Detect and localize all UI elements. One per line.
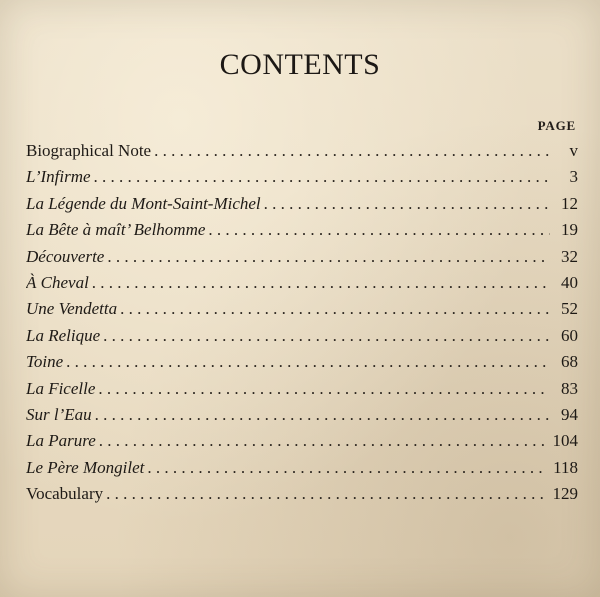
toc-entry-title: La Bête à maît’ Belhomme bbox=[26, 220, 206, 240]
toc-entry-page: 40 bbox=[561, 272, 578, 292]
dot-leader bbox=[147, 455, 547, 481]
toc-entry-page: 32 bbox=[561, 246, 578, 266]
toc-entry bbox=[26, 349, 578, 375]
toc-entry bbox=[26, 428, 578, 454]
toc-entry-title: L’Infirme bbox=[26, 167, 91, 187]
dot-leader bbox=[264, 191, 550, 217]
dot-leader bbox=[95, 402, 550, 428]
dot-leader bbox=[98, 376, 550, 402]
toc-entry-title: Découverte bbox=[26, 246, 105, 266]
dot-leader bbox=[107, 244, 550, 270]
toc-entry-page: 83 bbox=[561, 378, 578, 398]
toc-entry-page: 94 bbox=[561, 404, 578, 424]
toc-entry bbox=[26, 455, 578, 481]
toc-entry bbox=[26, 191, 578, 217]
table-of-contents bbox=[26, 138, 578, 507]
toc-entry-title: La Relique bbox=[26, 325, 101, 345]
toc-entry bbox=[26, 481, 578, 507]
dot-leader bbox=[99, 428, 547, 454]
dot-leader bbox=[94, 164, 550, 190]
toc-entry-title: La Ficelle bbox=[26, 378, 96, 398]
page-column-label: PAGE bbox=[537, 118, 576, 133]
toc-entry-title: Vocabulary bbox=[26, 484, 104, 504]
toc-entry-page: 19 bbox=[561, 220, 578, 240]
toc-entry bbox=[26, 376, 578, 402]
toc-entry-page: 118 bbox=[553, 457, 578, 477]
toc-entry-title: La Parure bbox=[26, 431, 96, 451]
toc-entry bbox=[26, 402, 578, 428]
toc-entry bbox=[26, 296, 578, 322]
toc-entry bbox=[26, 323, 578, 349]
toc-entry bbox=[26, 164, 578, 190]
toc-entry bbox=[26, 217, 578, 243]
dot-leader bbox=[154, 138, 550, 164]
toc-entry-page: 12 bbox=[561, 193, 578, 213]
toc-entry-title: Sur l’Eau bbox=[26, 404, 92, 424]
toc-entry-title: Biographical Note bbox=[26, 141, 152, 160]
toc-entry-title: La Légende du Mont-Saint-Michel bbox=[26, 193, 261, 213]
toc-entry-page: 68 bbox=[561, 352, 578, 372]
toc-entry-page: 129 bbox=[552, 484, 578, 504]
toc-entry-title: Le Père Mongilet bbox=[26, 457, 145, 477]
toc-entry-page: 3 bbox=[569, 167, 578, 187]
dot-leader bbox=[103, 323, 550, 349]
toc-entry-title: Une Vendetta bbox=[26, 299, 118, 319]
dot-leader bbox=[208, 217, 550, 243]
toc-entry bbox=[26, 138, 578, 164]
toc-entry-page: 60 bbox=[561, 325, 578, 345]
dot-leader bbox=[66, 349, 550, 375]
toc-entry-page: v bbox=[569, 141, 578, 160]
toc-entry-page: 104 bbox=[552, 431, 578, 451]
dot-leader bbox=[120, 296, 550, 322]
dot-leader bbox=[92, 270, 550, 296]
page-title: CONTENTS bbox=[219, 48, 381, 81]
toc-entry-page: 52 bbox=[561, 299, 578, 319]
toc-entry bbox=[26, 244, 578, 270]
toc-entry-title: À Cheval bbox=[26, 272, 89, 292]
dot-leader bbox=[106, 481, 546, 507]
toc-entry-title: Toine bbox=[26, 352, 64, 372]
toc-entry bbox=[26, 270, 578, 296]
